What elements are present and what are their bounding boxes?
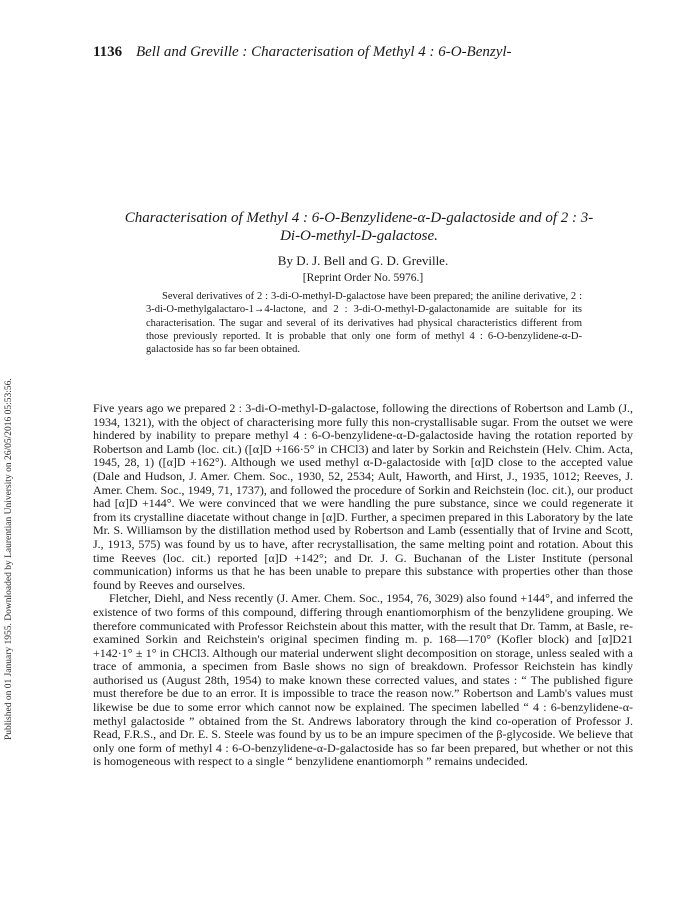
article-authors: By D. J. Bell and G. D. Greville. <box>277 253 449 268</box>
article-title: Characterisation of Methyl 4 : 6-O-Benzylidene-α-D-galactoside and of 2 : 3-Di-O-methyl-D-galactose. <box>124 210 594 244</box>
running-title: Bell and Greville : Characterisation of Methyl 4 : 6-O-Benzyl- <box>135 44 512 60</box>
running-head <box>93 44 633 61</box>
abstract: Several derivatives of 2 : 3-di-O-methyl-D-galactose have been prepared; the aniline derivative, 2 : 3-di-O-methylgalactaro-1→4-lactone, and 2 : 3-di-O-methyl-D-galactonamide are suitable for its characterisation. The sugar and several of its derivatives had physical characteristics different from those previously reported. It is probable that only one form of methyl 4 : 6-O-benzylidene-α-D-galactoside has so far been obtained. <box>146 291 582 356</box>
body-paragraph: Fletcher, Diehl, and Ness recently (J. Amer. Chem. Soc., 1954, 76, 3029) also found +144°, and inferred the existence of two forms of this compound, differing through enantiomorphism of the benzylidene grouping. We therefore communicated with Professor Reichstein about this matter, with the result that Dr. Tamm, at Basle, re-examined Sorkin and Reichstein's original specimen finding m. p. 168—170° (Kofler block) and [α]D21 +142·1° ± 1° in CHCl3. Although our material underwent slight decomposition on storage, unless sealed with a trace of ammonia, a specimen from Basle shows no sign of breakdown. Professor Reichstein has kindly authorised us (August 28th, 1954) to make known these corrected values, and states : “ The published figure must therefore be due to an error. It is impossible to trace the reason now.” Robertson and Lamb's values must likewise be due to some error which cannot now be explained. The specimen labelled “ 4 : 6-benzylidene-α-methyl galactoside ” obtained from the St. Andrews laboratory through the kind co-operation of Professor J. Read, F.R.S., and Dr. E. S. Steele was found by us to be an impure specimen of the β-glycoside. We believe that only one form of methyl 4 : 6-O-benzylidene-α-D-galactoside has so far been prepared, but whether or not this is homogeneous with respect to a single “ benzylidene enantiomorph ” remains undecided. <box>93 591 633 769</box>
body-paragraph: Five years ago we prepared 2 : 3-di-O-methyl-D-galactose, following the directions of Robertson and Lamb (J., 1934, 1321), with the object of characterising more fully this non-crystallisable sugar. From the outset we were hindered by inability to prepare methyl 4 : 6-O-benzylidene-α-D-galactoside having the rotation reported by Robertson and Lamb (loc. cit.) ([α]D +166·5° in CHCl3) and later by Sorkin and Reichstein (Helv. Chim. Acta, 1945, 28, 1) ([α]D +162°). Although we used methyl α-D-galactoside with [α]D close to the accepted value (Dale and Hudson, J. Amer. Chem. Soc., 1930, 52, 2534; Ault, Haworth, and Hirst, J., 1935, 1012; Reeves, J. Amer. Chem. Soc., 1949, 71, 1737), and followed the procedure of Sorkin and Reichstein (loc. cit.), our product had [α]D +144°. We were convinced that we were handling the pure substance, since we could regenerate it from its crystalline diacetate without change in [α]D. Further, a specimen prepared in this Laboratory by the late Mr. S. Williamson by the distillation method used by Robertson and Lamb (essentially that of Irvine and Scott, J., 1913, 575) was found by us to have, after recrystallisation, the same melting point and rotation. About this time Reeves (loc. cit.) reported [α]D +142°; and Dr. J. G. Buchanan of the Lister Institute (personal communication) informs us that he has been unable to prepare this substance with properties other than those found by Reeves and ourselves. <box>93 401 633 592</box>
reprint-order: [Reprint Order No. 5976.] <box>302 272 424 284</box>
page-number: 1136 <box>93 44 123 60</box>
article-body <box>93 402 633 769</box>
download-watermark: Published on 01 January 1955. Downloaded by Laurentian University on 26/05/2016 05:53:56. <box>4 378 14 740</box>
